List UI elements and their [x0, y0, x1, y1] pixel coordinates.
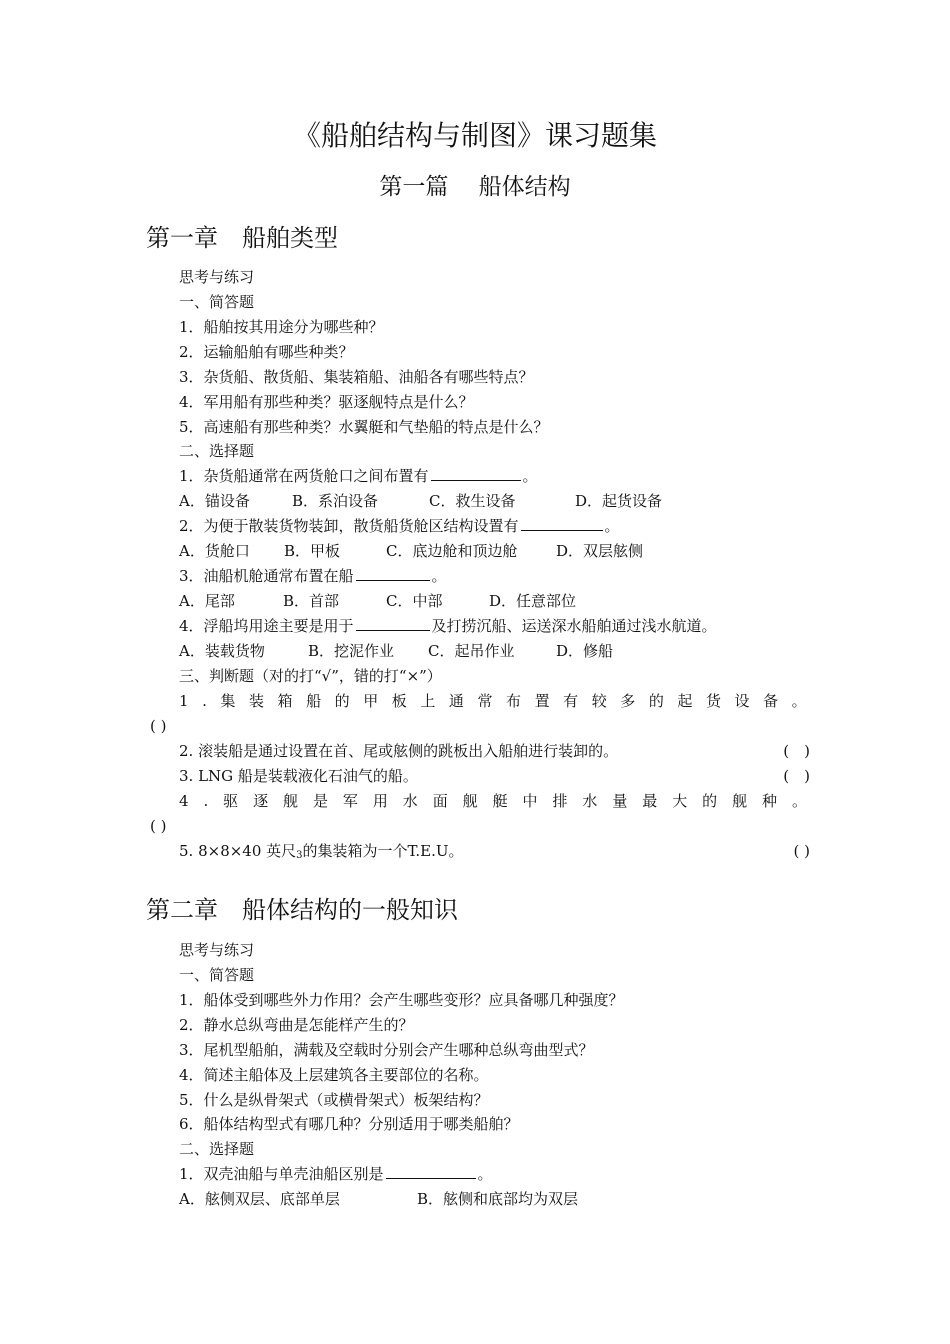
mc-question-end: 。 [522, 467, 538, 485]
mc-question-end: 。 [477, 1165, 493, 1183]
practice-label: 思考与练习 [179, 941, 255, 959]
option: C．底边舱和顶边舱 [386, 542, 518, 560]
answer-blank [431, 466, 521, 481]
mc-question [179, 616, 717, 636]
question-item: 2．运输船舶有哪些种类？ [179, 343, 354, 361]
question-item: 4．军用船有那些种类？驱逐舰特点是什么？ [179, 393, 474, 411]
option: B．首部 [283, 592, 340, 610]
option: A．装载货物 [179, 642, 265, 660]
mc-question-text: 1．杂货船通常在两货舱口之间布置有 [179, 467, 429, 485]
answer-blank [356, 616, 430, 631]
answer-parens: ( ) [793, 842, 810, 860]
chapter-1-heading: 第一章 船舶类型 [146, 224, 338, 252]
document-title: 《船舶结构与制图》课习题集 [292, 119, 657, 152]
option: C．救生设备 [429, 492, 516, 510]
question-item: 5．高速船有那些种类？水翼艇和气垫船的特点是什么？ [179, 418, 549, 436]
option: C．起吊作业 [428, 642, 515, 660]
answer-parens: ( ) [150, 817, 167, 835]
tf-question-1: 1 . 集 装 箱 船 的 甲 板 上 通 常 布 置 有 较 多 的 起 货 设 备 。 [179, 692, 807, 710]
option: A．锚设备 [179, 492, 250, 510]
answer-parens: ( ) [783, 767, 810, 785]
tf-question-5: 5. 8×8×40 英尺$_3$的集装箱为一个T.E.U。 [179, 842, 464, 861]
answer-blank [521, 516, 603, 531]
question-item: 3．杂货船、散货船、集装箱船、油船各有哪些特点？ [179, 368, 534, 386]
answer-blank [386, 1164, 476, 1179]
option: B．系泊设备 [292, 492, 379, 510]
option: D．修船 [556, 642, 614, 660]
mc-question-text: 3．油船机舱通常布置在船 [179, 567, 354, 585]
mc-options [179, 541, 643, 561]
chapter-2-heading: 第二章 船体结构的一般知识 [146, 896, 458, 924]
option: B．甲板 [284, 542, 341, 560]
section-multiple-choice: 二、选择题 [179, 1140, 255, 1158]
mc-question [179, 516, 620, 536]
option: A．尾部 [179, 592, 235, 610]
option: B．挖泥作业 [308, 642, 395, 660]
mc-question-text: 1．双壳油船与单壳油船区别是 [179, 1165, 384, 1183]
question-item: 4．简述主船体及上层建筑各主要部位的名称。 [179, 1066, 489, 1084]
part-heading: 第一篇 船体结构 [379, 174, 571, 200]
practice-label: 思考与练习 [179, 268, 255, 286]
tf-question-2: 2. 滚装船是通过设置在首、尾或舷侧的跳板出入船舶进行装卸的。 [179, 742, 619, 760]
section-short-answer: 一、简答题 [179, 966, 255, 984]
question-item: 3．尾机型船舶，满载及空载时分别会产生哪种总纵弯曲型式？ [179, 1041, 594, 1059]
mc-question-end: 。 [604, 517, 620, 535]
option: D．任意部位 [489, 592, 577, 610]
mc-question-text: 4．浮船坞用途主要是用于 [179, 617, 354, 635]
tf-question-3: 3. LNG 船是装载液化石油气的船。 [179, 767, 418, 785]
mc-question-text: 2．为便于散装货物装卸，散货船货舱区结构设置有 [179, 517, 519, 535]
mc-question-end: 。 [431, 567, 447, 585]
mc-question [179, 466, 538, 486]
question-item: 5．什么是纵骨架式（或横骨架式）板架结构？ [179, 1091, 489, 1109]
mc-options [179, 641, 613, 661]
question-item: 6．船体结构型式有哪几种？分别适用于哪类船舶？ [179, 1115, 519, 1133]
option: B．舷侧和底部均为双层 [417, 1190, 579, 1208]
option: D．起货设备 [575, 492, 663, 510]
section-true-false: 三、判断题（对的打“√”，错的打“×”） [179, 667, 442, 685]
answer-parens: ( ) [150, 717, 167, 735]
answer-blank [356, 566, 430, 581]
option: D．双层舷侧 [556, 542, 644, 560]
mc-options [179, 491, 662, 511]
mc-question [179, 1164, 493, 1184]
section-multiple-choice: 二、选择题 [179, 442, 255, 460]
question-item: 1．船舶按其用途分为哪些种？ [179, 318, 384, 336]
question-item: 2．静水总纵弯曲是怎能样产生的？ [179, 1016, 414, 1034]
option: A．舷侧双层、底部单层 [179, 1190, 340, 1208]
answer-parens: ( ) [783, 742, 810, 760]
tf-question-4: 4 . 驱 逐 舰 是 军 用 水 面 舰 艇 中 排 水 量 最 大 的 舰 种 。 [179, 792, 807, 810]
mc-options [179, 1189, 578, 1209]
mc-options [179, 591, 576, 611]
option: A．货舱口 [179, 542, 250, 560]
section-short-answer: 一、简答题 [179, 293, 255, 311]
mc-question-end: 及打捞沉船、运送深水船舶通过浅水航道。 [431, 617, 717, 635]
mc-question [179, 566, 447, 586]
question-item: 1．船体受到哪些外力作用？会产生哪些变形？应具备哪几种强度？ [179, 991, 624, 1009]
option: C．中部 [386, 592, 443, 610]
